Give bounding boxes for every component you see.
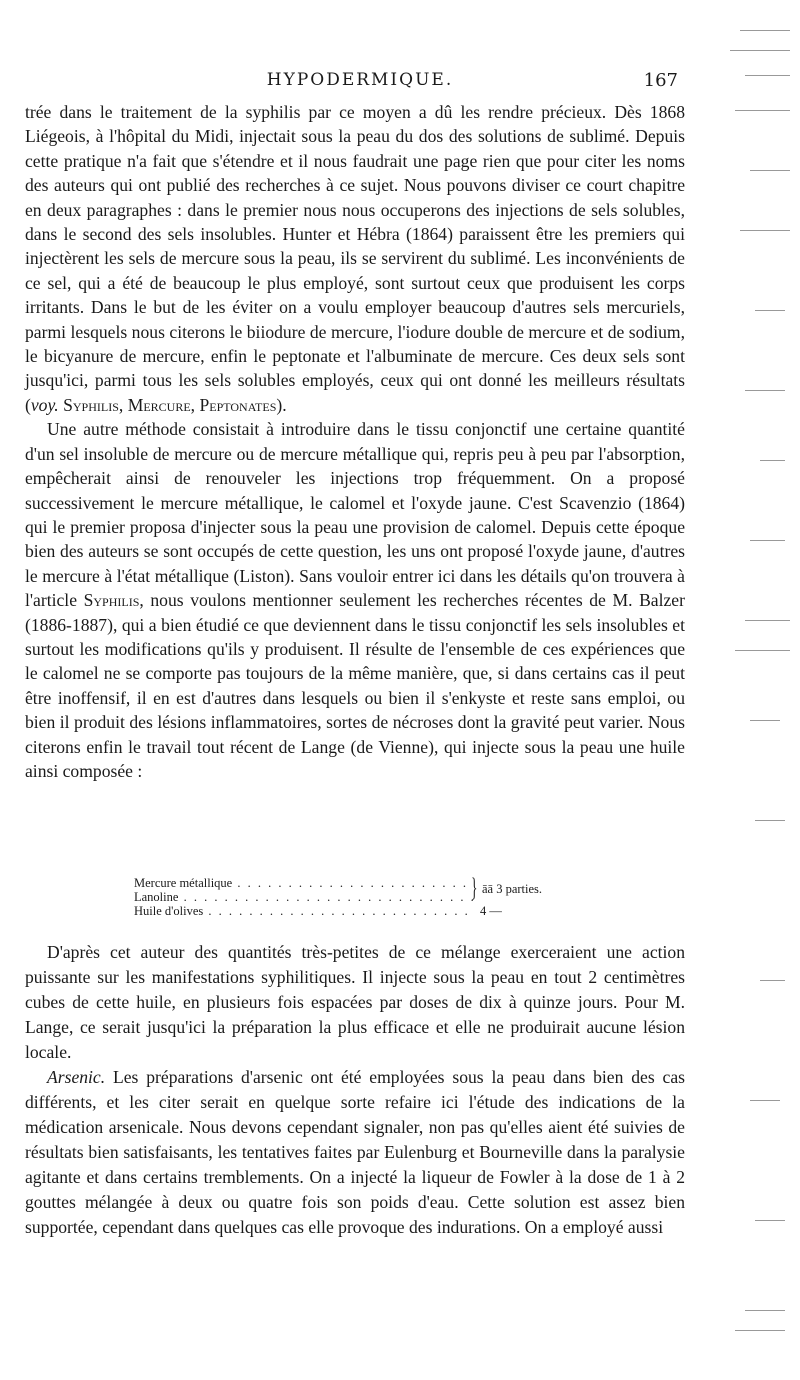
paragraph-4-text: Les préparations d'arsenic ont été employées sous la peau dans bien des cas différents, et les citer serait en quelque sorte refaire ici l'étude des indications de la médication arsenicale. Nous devons cependant signaler, non pas qu'elles aient été suivies de résultats bien satisfaisants, les tentatives faites par Eulenburg et Bourneville dans la paralysie agitante et dans certains tremblements. On a injecté la liqueur de Fowler à la dose de 1 à 2 gouttes mélangée à deux ou quatre fois son poids d'eau. Cette solution est assez bien supportée, cependant dans quelques cas elle provoque des indurations. On a employé aussi: [25, 1067, 685, 1237]
formula-table: [134, 873, 594, 918]
ingredient-name: Mercure métallique . . .: [134, 876, 474, 890]
page-header: [30, 70, 690, 96]
paragraph-4: [25, 1065, 685, 1240]
body-text-lower: [25, 940, 685, 1240]
ingredient-name: Huile d'olives . . .: [134, 904, 474, 918]
paragraph-1-text: trée dans le traitement de la syphilis par ce moyen a dû les rendre précieux. Dès 1868 Liégeois, à l'hôpital du Midi, injectait sous la peau du dos des solutions de sublimé. Depuis cette pratique n'a fait que s'étendre et il nous faudrait une page rien que pour citer les noms des auteurs qui ont publié des recherches à ce sujet. Nous pouvons diviser ce court chapitre en deux paragraphes : dans le premier nous nous occuperons des injections de sels solubles, dans le second des sels insolubles. Hunter et Hébra (1864) paraissent être les premiers qui injectèrent les sels de mercure sous la peau, ils se servirent du sublimé. Les inconvénients de ce sel, qui a été de beaucoup le plus employé, sont surtout ceux que produisent les corps irritants. Dans le but de les éviter on a voulu employer beaucoup d'autres sels mercuriels, parmi lesquels nous citerons le biiodure de mercure, l'iodure double de mercure et de sodium, le bicyanure de mercure, enfin le peptonate et l'albuminate de mercure. Ces deux sels sont jusqu'ici, parmi tous les sels solubles employés, ceux qui ont donné les meilleurs résultats (: [25, 102, 685, 415]
paragraph-2: [25, 417, 685, 783]
paragraph-2-end: , nous voulons mentionner seulement les recherches récentes de M. Balzer (1886-1887), qui a bien étudié ce que deviennent dans le tissu conjonctif les sels insolubles et surtout les modifications qu'ils y produisent. Il résulte de l'ensemble de ces expériences que le calomel ne se comporte pas toujours de la même manière, que, si dans certains cas il peut être inoffensif, il en est d'autres dans lesquels ou bien il s'enkyste et reste sans emploi, ou bien il produit des lésions inflammatoires, sortes de nécroses dont la gravité peut varier. Nous citerons enfin le travail tout récent de Lange (de Vienne), qui injecte sous la peau une huile ainsi composée :: [25, 590, 685, 781]
page-number: 167: [643, 70, 678, 91]
body-text-upper: [25, 100, 685, 783]
running-head: HYPODERMIQUE.: [266, 70, 454, 90]
quantity-group: āā 3 parties.: [482, 882, 543, 896]
voy-abbrev: voy.: [30, 394, 59, 415]
syphilis-reference: Syphilis: [83, 590, 140, 611]
quantity-olive-oil: 4 —: [480, 904, 502, 918]
ingredient-name: Lanoline . . .: [134, 890, 474, 904]
cross-references: Syphilis, Mercure, Peptonates: [63, 394, 277, 415]
paragraph-3: D'après cet auteur des quantités très-petites de ce mélange exerceraient une action puissante sur les manifestations syphilitiques. Il injecte sous la peau en tout 2 centimètres cubes de cette huile, en plusieurs fois espacées par doses de dix à quinze jours. Pour M. Lange, ce serait jusqu'ici la préparation la plus efficace et elle ne produirait aucune lésion locale.: [25, 942, 685, 1062]
arsenic-heading: Arsenic.: [47, 1067, 106, 1087]
paragraph-1-end: ).: [276, 394, 287, 415]
formula-row: [134, 904, 594, 918]
paragraph-2-text: Une autre méthode consistait à introduire dans le tissu conjonctif une certaine quantité d'un sel insoluble de mercure ou de mercure métallique qui, repris peu à peu par l'absorption, empêcherait ainsi de renouveler les injections trop fréquemment. On a proposé successivement le mercure métallique, le calomel et l'oxyde jaune. C'est Scavenzio (1864) qui le premier proposa d'injecter sous la peau une provision de calomel. Depuis cette époque bien des auteurs se sont occupés de cette question, les uns ont proposé l'oxyde jaune, d'autres le mercure à l'état métallique (Liston). Sans vouloir entrer ici dans les détails qu'on trouvera à l'article: [25, 419, 685, 611]
margin-scan-marks: [710, 20, 800, 1360]
brace-symbol: }: [471, 873, 478, 902]
paragraph-1: [25, 100, 685, 417]
